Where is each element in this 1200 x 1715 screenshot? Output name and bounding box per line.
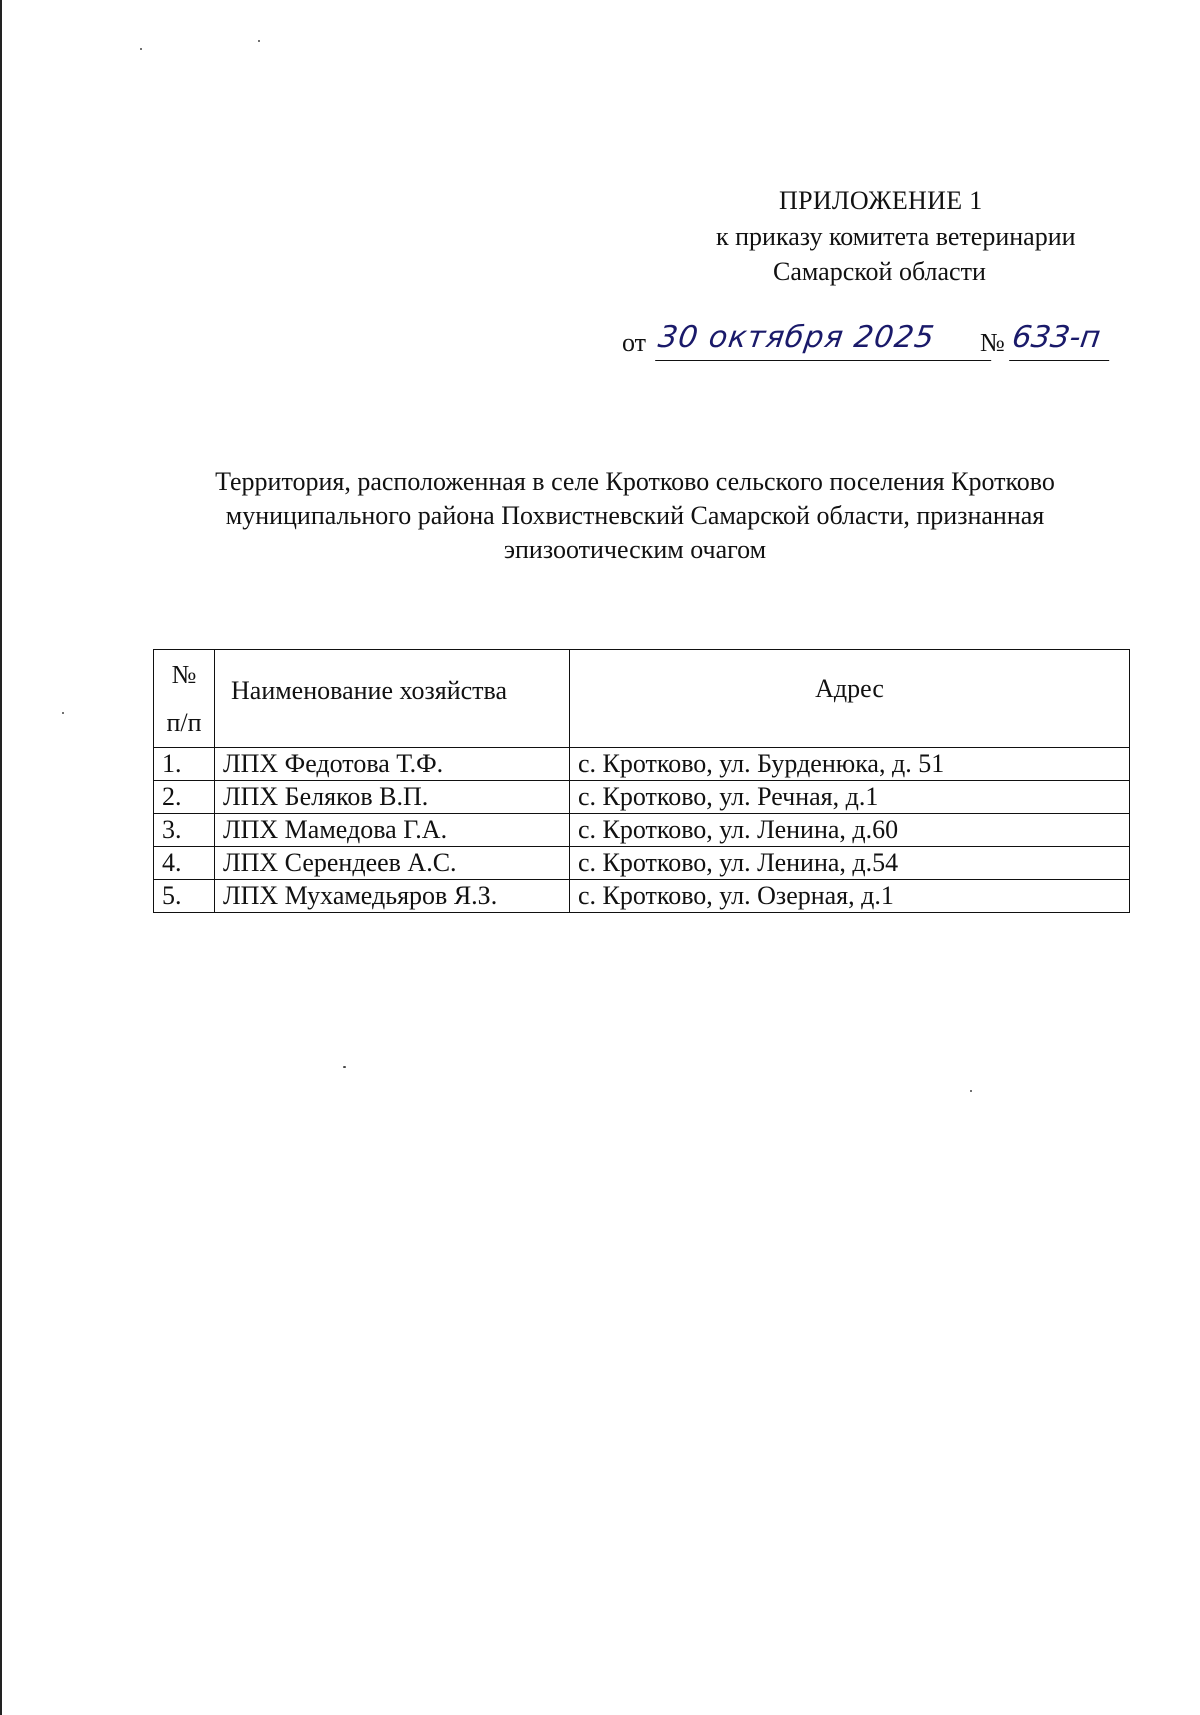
cell-address: с. Кротково, ул. Бурденюка, д. 51: [570, 748, 1130, 781]
cell-farm-name: ЛПХ Беляков В.П.: [215, 781, 570, 814]
order-date-prefix: от: [622, 328, 647, 357]
scan-speck: [140, 48, 142, 50]
heading-line: эпизоотическим очагом: [503, 535, 767, 564]
scan-speck: [970, 1090, 972, 1092]
appendix-title: ПРИЛОЖЕНИЕ 1: [779, 186, 983, 215]
cell-number: 3.: [154, 814, 215, 847]
cell-number: 5.: [154, 880, 215, 913]
cell-address: с. Кротково, ул. Ленина, д.60: [570, 814, 1130, 847]
order-date-handwritten: 30 октября 2025: [655, 320, 997, 361]
scan-speck: [258, 40, 260, 42]
header-number-sign: №: [171, 659, 197, 689]
table-row: [154, 748, 1130, 781]
table-row: [154, 847, 1130, 880]
cell-number: 2.: [154, 781, 215, 814]
header-farm-name: Наименование хозяйства: [215, 650, 570, 748]
order-number-handwritten: 633-п: [1009, 320, 1115, 361]
cell-farm-name: ЛПХ Серендеев А.С.: [215, 847, 570, 880]
table-row: [154, 781, 1130, 814]
scan-speck: [343, 1066, 346, 1068]
document-heading: [150, 465, 1120, 567]
appendix-region: Самарской области: [773, 257, 986, 286]
cell-number: 1.: [154, 748, 215, 781]
table-row: [154, 814, 1130, 847]
cell-farm-name: ЛПХ Мухамедьяров Я.З.: [215, 880, 570, 913]
table-header-row: [154, 650, 1130, 748]
scan-speck: [62, 712, 64, 714]
cell-address: с. Кротково, ул. Озерная, д.1: [570, 880, 1130, 913]
scan-left-edge: [0, 0, 2, 1715]
farms-table: [153, 649, 1130, 913]
table-row: [154, 880, 1130, 913]
heading-line: муниципального района Похвистневский Самарской области, признанная: [225, 501, 1045, 530]
order-number-sign: №: [980, 328, 1005, 357]
header-number-pp: п/п: [166, 707, 202, 737]
header-number: [154, 650, 215, 748]
cell-number: 4.: [154, 847, 215, 880]
appendix-reference: к приказу комитета ветеринарии: [716, 222, 1076, 251]
cell-farm-name: ЛПХ Мамедова Г.А.: [215, 814, 570, 847]
cell-address: с. Кротково, ул. Речная, д.1: [570, 781, 1130, 814]
header-address: Адрес: [570, 650, 1130, 748]
heading-line: Территория, расположенная в селе Кротково сельского поселения Кротково: [215, 467, 1055, 496]
order-reference: [622, 320, 1142, 364]
cell-farm-name: ЛПХ Федотова Т.Ф.: [215, 748, 570, 781]
cell-address: с. Кротково, ул. Ленина, д.54: [570, 847, 1130, 880]
